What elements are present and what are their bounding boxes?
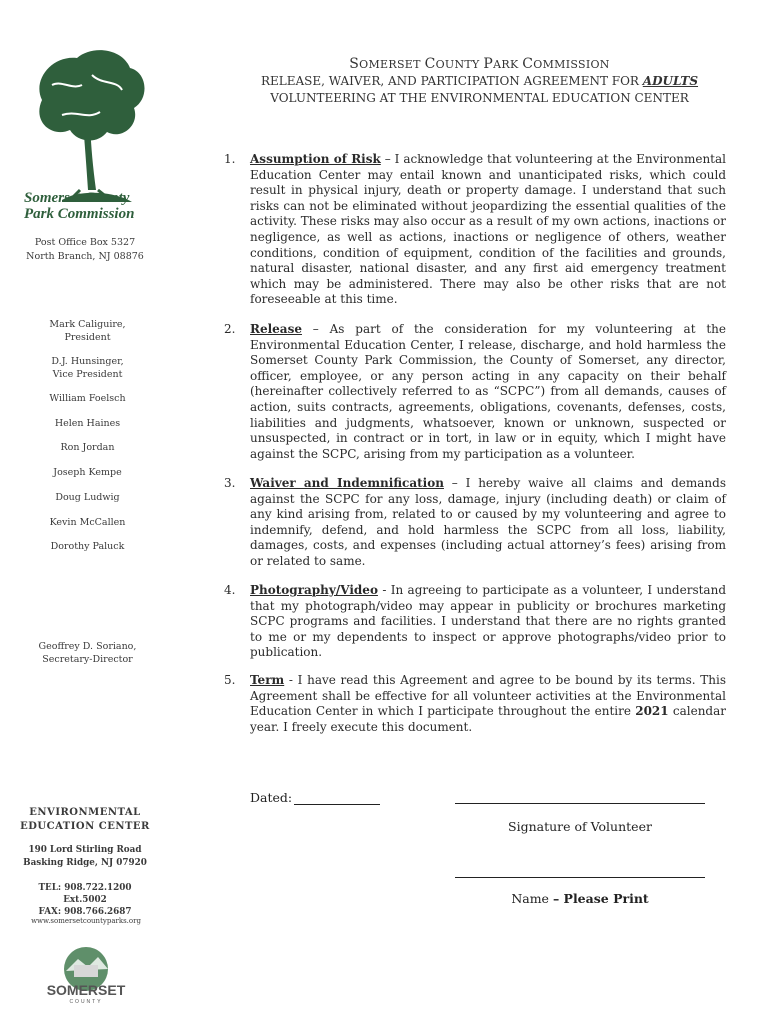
tel-number: TEL: 908.722.1200 [38, 883, 132, 893]
section-text: calendar year. I freely execute this document. [250, 704, 726, 734]
address-line-1: Post Office Box 5327 [34, 237, 136, 248]
section-waiver-indemnification [224, 476, 726, 570]
officer-name: William Foelsch [49, 393, 126, 404]
dated-input-line[interactable] [294, 792, 380, 805]
section-text: - I have read this Agreement and agree to be bound by its terms. This Agreement shall be effective for all volunteer activities at the Environmental Education Center in which I participate throughout the entire [250, 673, 726, 719]
fax-number: FAX: 908.766.2687 [38, 907, 132, 917]
officer-name: Doug Ludwig [55, 492, 120, 503]
section-number: 1. [224, 152, 236, 166]
agreement-subtitle: VOLUNTEERING AT THE ENVIRONMENTAL EDUCATION CENTER [270, 91, 689, 105]
signature-label: Signature of Volunteer [508, 819, 652, 834]
somerset-county-logo-icon [44, 945, 128, 1005]
section-title: Release [250, 322, 302, 336]
officer-name: Ron Jordan [60, 442, 115, 453]
agreement-year: 2021 [635, 704, 669, 719]
org-title: SOMERSET COUNTY PARK COMMISSION [349, 56, 610, 72]
officer-title: Vice President [52, 369, 123, 380]
name-emphasis: – Please Print [552, 891, 649, 906]
env-address-line-1: 190 Lord Stirling Road [28, 845, 142, 855]
officer-name: Kevin McCallen [49, 517, 126, 528]
agreement-title: RELEASE, WAIVER, AND PARTICIPATION AGREEMENT FOR ADULTS [260, 74, 699, 88]
signature-input-line[interactable] [455, 803, 705, 804]
officer-name: Helen Haines [54, 418, 121, 429]
section-text: - In agreeing to participate as a volunteer, I understand that my photograph/video may appear in publicity or brochures marketing SCPC programs and facilities. I understand that there are no rights granted to me or my dependents to inspect or approve photographs/video prior to publication. [250, 583, 726, 660]
section-text: – I acknowledge that volunteering at the Environmental Education Center may entail known and unanticipated risks, which could result in physical injury, death or property damage. I understand that such risks can not be eliminated without jeopardizing the essential qualities of the activity. These risks may also occur as a result of my own actions, inactions or negligence, as well as actions, inactions or negligence of others, weather conditions, condition of equipment, condition of the facilities and grounds, natural disaster, national disaster, and any first aid emergency treatment which may be administered. There may also be other risks that are not foreseeable at this time. [250, 152, 726, 307]
section-term [224, 673, 726, 735]
section-release [224, 322, 726, 462]
logo-line-1: Somerset County [24, 190, 130, 206]
website-link[interactable]: www.somersetcountyparks.org [31, 917, 141, 925]
section-title: Photography/Video [250, 583, 378, 597]
sidebar [0, 0, 190, 1024]
section-photography-video [224, 583, 726, 661]
secretary-name: Geoffrey D. Soriano, [38, 641, 137, 652]
secretary-title: Secretary-Director [42, 654, 133, 665]
env-center-title [0, 806, 170, 834]
section-title: Term [250, 673, 285, 687]
section-number: 2. [224, 322, 236, 336]
bottom-logo-sub: COUNTY [69, 999, 103, 1005]
officer-name: Mark Caliguire, [49, 319, 126, 330]
env-center-line-1: ENVIRONMENTAL [29, 807, 141, 818]
section-text: – I hereby waive all claims and demands against the SCPC for any loss, damage, injury (including death) or claim of any kind arising from, related to or caused by my volunteering and agree to indemnify, defend, and hold harmless the SCPC from all loss, liability, damages, costs, and expenses (including actual attorney’s fees) arising from or related to same. [250, 476, 726, 568]
logo-line-2: Park Commission [24, 206, 135, 222]
officer-name: Dorothy Paluck [50, 541, 125, 552]
tel-ext: Ext.5002 [63, 895, 107, 905]
dated-field [250, 790, 380, 805]
section-number: 5. [224, 673, 236, 687]
env-center-line-2: EDUCATION CENTER [20, 821, 150, 832]
section-number: 4. [224, 583, 236, 597]
officer-name: Joseph Kempe [53, 467, 122, 478]
logo-wordmark [24, 190, 154, 222]
section-title: Assumption of Risk [250, 152, 381, 166]
address-line-2: North Branch, NJ 08876 [26, 251, 144, 262]
officer-title: President [64, 332, 111, 343]
officer-name: D.J. Hunsinger, [51, 356, 124, 367]
bottom-logo-text: SOMERSET [46, 982, 126, 998]
env-address-line-2: Basking Ridge, NJ 07920 [23, 858, 147, 868]
document-header [222, 56, 737, 107]
name-label: Name – Please Print [511, 891, 649, 906]
section-number: 3. [224, 476, 236, 490]
adults-emphasis: ADULTS [642, 74, 699, 88]
dated-label: Dated: [250, 790, 293, 805]
section-assumption-of-risk [224, 152, 726, 308]
name-input-line[interactable] [455, 877, 705, 878]
section-title: Waiver and Indemnification [250, 476, 444, 490]
section-text: – As part of the consideration for my volunteering at the Environmental Education Center, I release, discharge, and hold harmless the Somerset County Park Commission, the County of Somerset, any director, officer, employee, or any person acting in any capacity on their behalf (hereinafter collectively referred to as “SCPC”) from all demands, causes of action, suits contracts, agreements, obligations, covenants, defenses, costs, liabilities and judgments, whatsoever, known or unknown, suspected or unsuspected, in contract or in tort, in law or in equity, which I might have against the SCPC, arising from my participation as a volunteer. [250, 322, 726, 461]
